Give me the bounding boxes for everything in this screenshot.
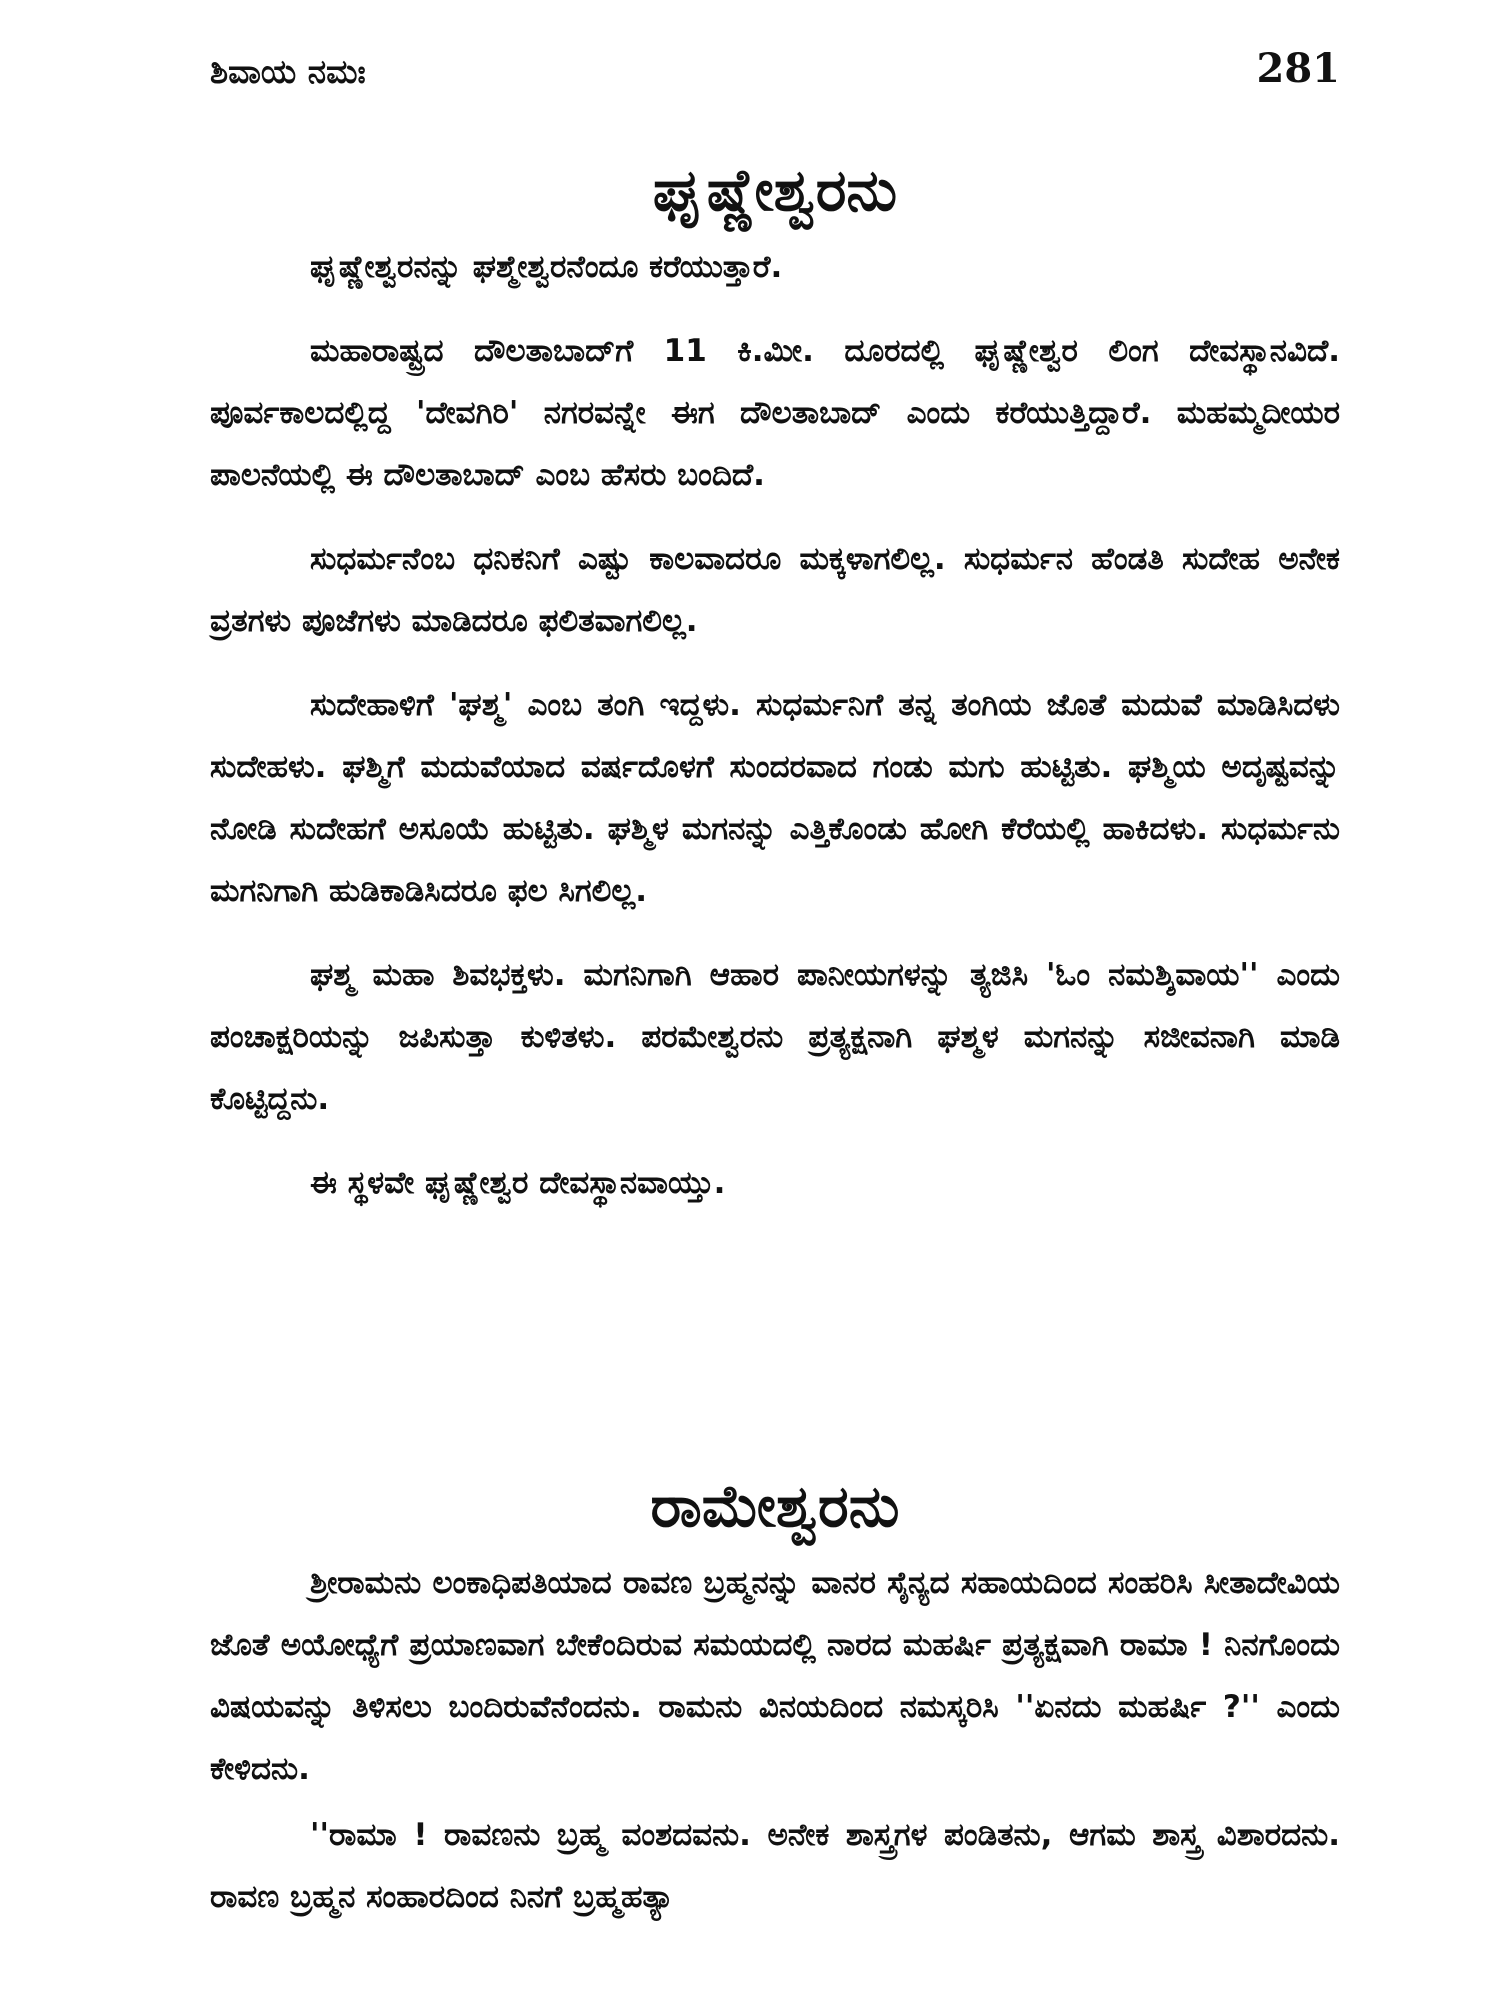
- paragraph: ಶ್ರೀರಾಮನು ಲಂಕಾಧಿಪತಿಯಾದ ರಾವಣ ಬ್ರಹ್ಮನನ್ನು ವಾನರ ಸೈನ್ಯದ ಸಹಾಯದಿಂದ ಸಂಹರಿಸಿ ಸೀತಾದೇವಿಯ ಜೊತೆ ಅಯೋಧ್ಯೆಗೆ ಪ್ರಯಾಣವಾಗ ಬೇಕೆಂದಿರುವ ಸಮಯದಲ್ಲಿ ನಾರದ ಮಹರ್ಷಿ ಪ್ರತ್ಯಕ್ಷವಾಗಿ ರಾಮಾ ! ನಿನಗೊಂದು ವಿಷಯವನ್ನು ತಿಳಿಸಲು ಬಂದಿರುವೆನೆಂದನು. ರಾಮನು ವಿನಯದಿಂದ ನಮಸ್ಕರಿಸಿ ''ಏನದು ಮಹರ್ಷಿ ?'' ಎಂದು ಕೇಳಿದನು.: [210, 1565, 1340, 1787]
- paragraph: ಘಶ್ಮ ಮಹಾ ಶಿವಭಕ್ತಳು. ಮಗನಿಗಾಗಿ ಆಹಾರ ಪಾನೀಯಗಳನ್ನು ತ್ಯಜಿಸಿ 'ಓಂ ನಮಶ್ಶಿವಾಯ'' ಎಂದು ಪಂಚಾಕ್ಷರಿಯನ್ನು ಜಪಿಸುತ್ತಾ ಕುಳಿತಳು. ಪರಮೇಶ್ವರನು ಪ್ರತ್ಯಕ್ಷನಾಗಿ ಘಶ್ಮಳ ಮಗನನ್ನು ಸಜೀವನಾಗಿ ಮಾಡಿ ಕೊಟ್ಟಿದ್ದನು.: [210, 957, 1340, 1117]
- running-title: ಶಿವಾಯ ನಮಃ: [210, 52, 366, 91]
- section-rameshwara: [210, 1468, 1340, 1928]
- paragraph: ಸುದೇಹಾಳಿಗೆ 'ಘಶ್ಮ' ಎಂಬ ತಂಗಿ ಇದ್ದಳು. ಸುಧರ್ಮನಿಗೆ ತನ್ನ ತಂಗಿಯ ಜೊತೆ ಮದುವೆ ಮಾಡಿಸಿದಳು ಸುದೇಹಳು. ಘಶ್ಮಿಗೆ ಮದುವೆಯಾದ ವರ್ಷದೊಳಗೆ ಸುಂದರವಾದ ಗಂಡು ಮಗು ಹುಟ್ಟಿತು. ಘಶ್ಮಿಯ ಅದೃಷ್ಟವನ್ನು ನೋಡಿ ಸುದೇಹಗೆ ಅಸೂಯೆ ಹುಟ್ಟಿತು. ಘಶ್ಮಿಳ ಮಗನನ್ನು ಎತ್ತಿಕೊಂಡು ಹೋಗಿ ಕೆರೆಯಲ್ಲಿ ಹಾಕಿದಳು. ಸುಧರ್ಮನು ಮಗನಿಗಾಗಿ ಹುಡಿಕಾಡಿಸಿದರೂ ಫಲ ಸಿಗಲಿಲ್ಲ.: [210, 687, 1340, 909]
- page-number: 281: [1256, 45, 1340, 92]
- section-heading: ಘೃಷ್ಣೇಶ್ವರನು: [652, 156, 898, 224]
- section-grishneshwara: [210, 152, 1340, 1214]
- section-heading: ರಾಮೇಶ್ವರನು: [650, 1472, 900, 1540]
- paragraph: ಈ ಸ್ಥಳವೇ ಘೃಷ್ಣೇಶ್ವರ ದೇವಸ್ಥಾನವಾಯ್ತು.: [310, 1165, 726, 1201]
- paragraph: ಘೃಷ್ಣೇಶ್ವರನನ್ನು ಘಶ್ಮೇಶ್ವರನೆಂದೂ ಕರೆಯುತ್ತಾರೆ.: [310, 249, 783, 285]
- paragraph: ಮಹಾರಾಷ್ಟ್ರದ ದೌಲತಾಬಾದ್‌ಗೆ 11 ಕಿ.ಮೀ. ದೂರದಲ್ಲಿ ಘೃಷ್ಣೇಶ್ವರ ಲಿಂಗ ದೇವಸ್ಥಾನವಿದೆ. ಪೂರ್ವಕಾಲದಲ್ಲಿದ್ದ 'ದೇವಗಿರಿ' ನಗರವನ್ನೇ ಈಗ ದೌಲತಾಬಾದ್ ಎಂದು ಕರೆಯುತ್ತಿದ್ದಾರೆ. ಮಹಮ್ಮದೀಯರ ಪಾಲನೆಯಲ್ಲಿ ಈ ದೌಲತಾಬಾದ್ ಎಂಬ ಹೆಸರು ಬಂದಿದೆ.: [210, 333, 1340, 493]
- paragraph: ''ರಾಮಾ ! ರಾವಣನು ಬ್ರಹ್ಮ ವಂಶದವನು. ಅನೇಕ ಶಾಸ್ತ್ರಗಳ ಪಂಡಿತನು, ಆಗಮ ಶಾಸ್ತ್ರ ವಿಶಾರದನು. ರಾವಣ ಬ್ರಹ್ಮನ ಸಂಹಾರದಿಂದ ನಿನಗೆ ಬ್ರಹ್ಮಹತ್ಯಾ: [210, 1817, 1340, 1915]
- running-header: [210, 44, 1340, 104]
- paragraph: ಸುಧರ್ಮನೆಂಬ ಧನಿಕನಿಗೆ ಎಷ್ಟು ಕಾಲವಾದರೂ ಮಕ್ಕಳಾಗಲಿಲ್ಲ. ಸುಧರ್ಮನ ಹೆಂಡತಿ ಸುದೇಹ ಅನೇಕ ವ್ರತಗಳು ಪೂಜೆಗಳು ಮಾಡಿದರೂ ಫಲಿತವಾಗಲಿಲ್ಲ.: [210, 541, 1340, 639]
